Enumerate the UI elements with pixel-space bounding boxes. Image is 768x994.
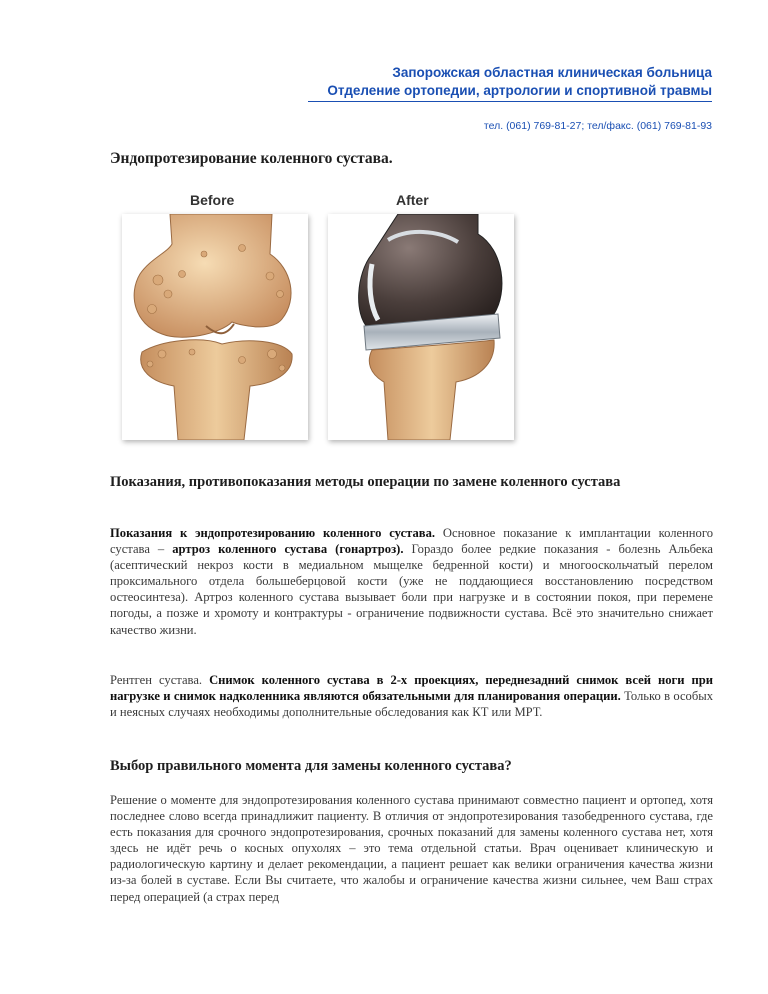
figure-label-before: Before bbox=[190, 192, 235, 208]
knee-after-illustration bbox=[328, 214, 514, 440]
figure-after-knee bbox=[328, 214, 514, 440]
section-indications-heading: Показания, противопоказания методы операции по замене коленного сустава bbox=[110, 474, 621, 490]
figure-before-knee bbox=[122, 214, 308, 440]
xray-lead: Рентген сустава. bbox=[110, 673, 210, 687]
section-timing-heading: Выбор правильного момента для замены коленного сустава? bbox=[110, 758, 512, 774]
indications-text-2: Гораздо более редкие показания - болезнь Альбека (асептический некроз кости в медиальном мыщелке бедренной кости) и многооскольчатый перелом проксимального отдела большеберцовой кости (уже не поддающиеся восстановлению посредством остеосинтеза). Артроз коленного сустава вызывает боли при нагрузке и в состоянии покоя, при перемене погоды, а позже и хромоту и контрактуры - ограничение подвижности сустава. Всё это значительно снижает качество жизни. bbox=[110, 542, 713, 637]
indications-bold: артроз коленного сустава (гонартроз). bbox=[172, 542, 404, 557]
paragraph-timing: Решение о моменте для эндопротезирования коленного сустава принимают совместно пациент и ортопед, хотя последнее слово всегда принадлижит пациенту. В отличия от эндопротезирования тазобедренного сустава, где есть показания для срочного эндопротезирования, срочных показаний для замены коленного сустава нет, хотя здесь не идёт речь о косных опухолях – это тема отдельной статьи. Врач оценивает клиническую и радиологическую картину и делает рекомендации, а пациент решает как велики ограничения качества жизни из-за болей в суставе. Если Вы считаете, что жалобы и ограничение качества жизни сильнее, чем Ваш страх перед операцией (а страх перед bbox=[110, 793, 713, 904]
xray-text: Только в особых и неясных случаях необходимы дополнительные обследования как КТ или МРТ. bbox=[110, 689, 713, 720]
figure-label-after: After bbox=[396, 192, 429, 208]
knee-before-illustration bbox=[122, 214, 308, 440]
header-divider bbox=[308, 101, 712, 102]
document-title: Эндопротезирование коленного сустава. bbox=[110, 150, 393, 167]
indications-text-1: Основное показание к имплантации коленного сустава – bbox=[110, 526, 713, 557]
header-phones: тел. (061) 769-81-27; тел/факс. (061) 769-81-93 bbox=[483, 120, 712, 132]
xray-bold: Снимок коленного сустава в 2-х проекциях, переднезадний снимок всей ноги при нагрузке и снимок надколенника являются обязательными для планирования операции. bbox=[110, 673, 713, 704]
org-line-department: Отделение ортопедии, артрологии и спортивной травмы bbox=[327, 83, 712, 98]
header-org-name bbox=[192, 64, 712, 100]
org-line-hospital: Запорожская областная клиническая больница bbox=[392, 65, 712, 80]
indications-lead: Показания к эндопротезированию коленного сустава. bbox=[110, 526, 436, 540]
paragraph-indications bbox=[110, 525, 713, 638]
paragraph-xray bbox=[110, 672, 713, 720]
